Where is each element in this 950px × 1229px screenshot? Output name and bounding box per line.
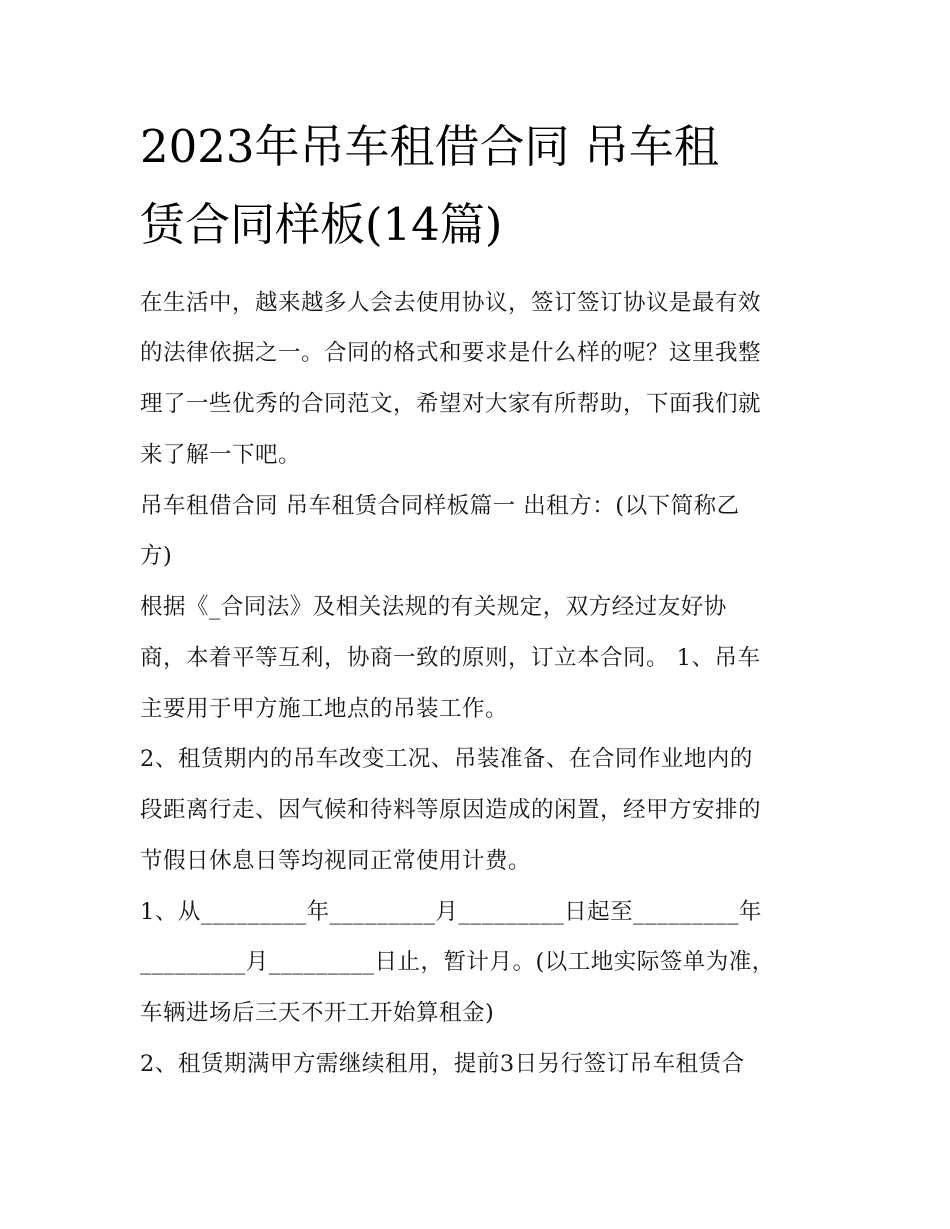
body-line: 车辆进场后三天不开工开始算租金) <box>140 1000 495 1026</box>
body-line: 商，本着平等互利，协商一致的原则，订立本合同。 1、吊车 <box>140 645 761 671</box>
body-line: 2、租赁期内的吊车改变工况、吊装准备、在合同作业地内的 <box>140 746 753 772</box>
body-line: _________月_________日止，暂计月。(以工地实际签单为准， <box>140 949 775 975</box>
title-line-2: 赁合同样板(14篇) <box>140 198 503 251</box>
body-line: 吊车租借合同 吊车租赁合同样板篇一 出租方：(以下简称乙 <box>140 493 740 519</box>
body-line: 方) <box>140 543 173 569</box>
body-line: 节假日休息日等均视同正常使用计费。 <box>140 848 532 874</box>
body-line: 2、租赁期满甲方需继续租用，提前3日另行签订吊车租赁合 <box>140 1051 745 1077</box>
body-line: 段距离行走、因气候和待料等原因造成的闲置，经甲方安排的 <box>140 797 762 823</box>
document-title <box>140 108 820 264</box>
title-line-1: 2023年吊车租借合同 吊车租 <box>140 120 719 173</box>
body-line: 在生活中，越来越多人会去使用协议，签订签订协议是最有效 <box>140 290 762 316</box>
body-line: 理了一些优秀的合同范文，希望对大家有所帮助，下面我们就 <box>140 391 762 417</box>
body-line: 来了解一下吧。 <box>140 442 302 468</box>
body-line: 1、从_________年_________月_________日起至_________年 <box>140 899 762 925</box>
body-line: 主要用于甲方施工地点的吊装工作。 <box>140 696 509 722</box>
body-line: 根据《_合同法》及相关法规的有关规定，双方经过友好协 <box>140 594 727 620</box>
body-line: 的法律依据之一。合同的格式和要求是什么样的呢？这里我整 <box>140 340 762 366</box>
